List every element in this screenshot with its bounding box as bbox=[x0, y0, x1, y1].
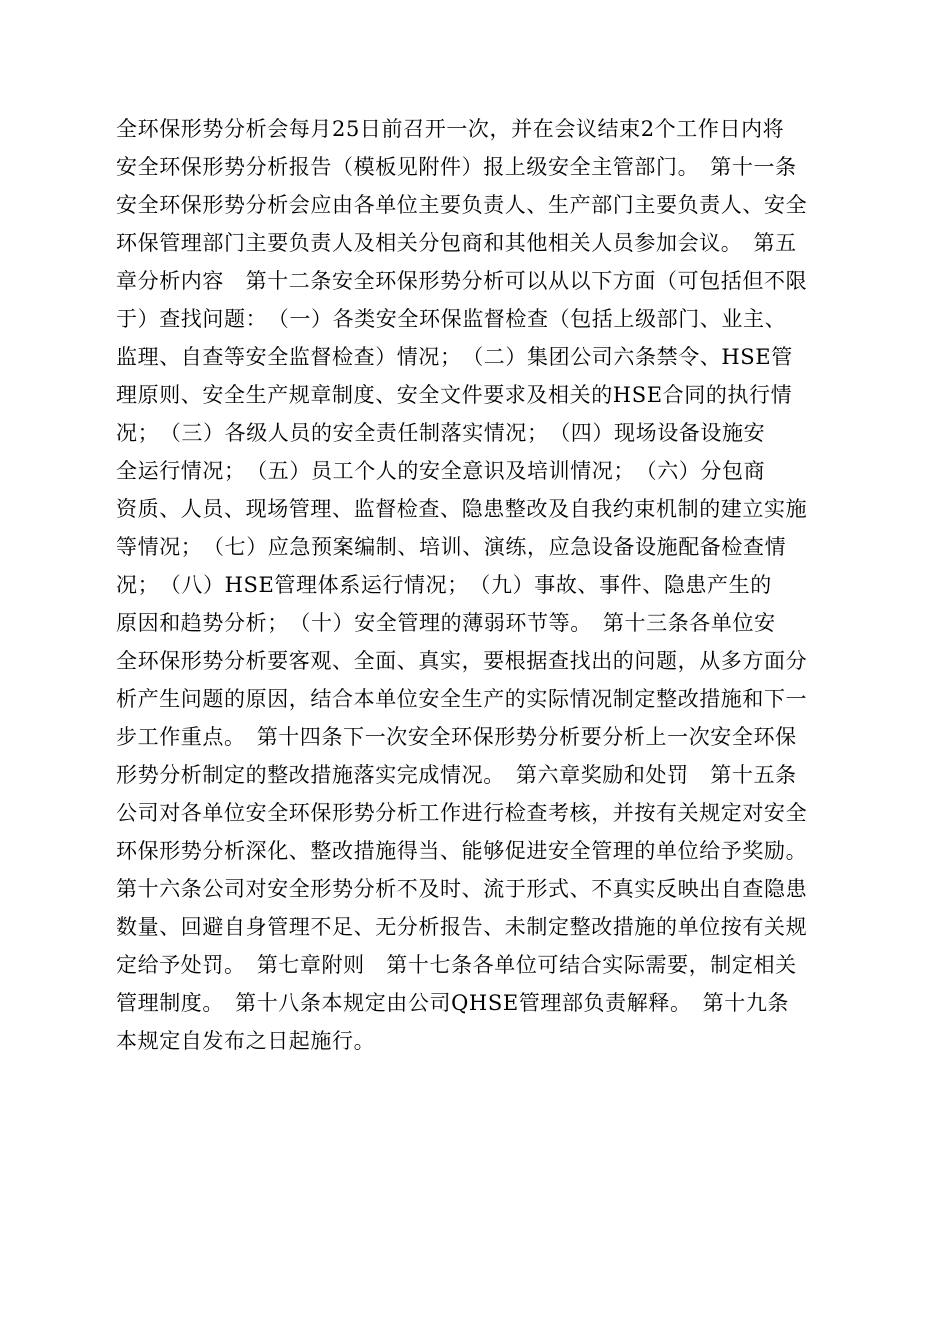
text-line: 等情况； （七）应急预案编制、培训、演练，应急设备设施配备检查情 bbox=[116, 535, 787, 559]
text-line: 原因和趋势分析； （十）安全管理的薄弱环节等。 第十三条各单位安 bbox=[116, 611, 776, 635]
text-line: 全环保形势分析要客观、全面、真实，要根据查找出的问题，从多方面分 bbox=[116, 649, 808, 673]
text-line: 全环保形势分析会每月25日前召开一次，并在会议结束2个工作日内将 bbox=[116, 117, 785, 141]
text-line: 安全环保形势分析会应由各单位主要负责人、生产部门主要负责人、安全 bbox=[116, 193, 808, 217]
text-line: 公司对各单位安全环保形势分析工作进行检查考核，并按有关规定对安全 bbox=[116, 801, 808, 825]
text-line: 安全环保形势分析报告（模板见附件）报上级安全主管部门。 第十一条 bbox=[116, 155, 797, 179]
text-line: 于）查找问题： （一）各类安全环保监督检查（包括上级部门、业主、 bbox=[116, 307, 787, 331]
text-line: 况； （八）HSE管理体系运行情况； （九）事故、事件、隐患产生的 bbox=[116, 573, 772, 597]
text-line: 章分析内容 第十二条安全环保形势分析可以从以下方面（可包括但不限 bbox=[116, 269, 808, 293]
text-line: 况； （三）各级人员的安全责任制落实情况； （四）现场设备设施安 bbox=[116, 421, 766, 445]
text-line: 监理、自查等安全监督检查）情况； （二）集团公司六条禁令、HSE管 bbox=[116, 345, 793, 369]
text-line: 步工作重点。 第十四条下一次安全环保形势分析要分析上一次安全环保 bbox=[116, 725, 797, 749]
body-text bbox=[116, 110, 836, 1060]
text-line: 全运行情况； （五）员工个人的安全意识及培训情况； （六）分包商 bbox=[116, 459, 766, 483]
text-line: 析产生问题的原因，结合本单位安全生产的实际情况制定整改措施和下一 bbox=[116, 687, 808, 711]
text-line: 环保形势分析深化、整改措施得当、能够促进安全管理的单位给予奖励。 bbox=[116, 839, 808, 863]
text-line: 定给予处罚。 第七章附则 第十七条各单位可结合实际需要，制定相关 bbox=[116, 953, 797, 977]
text-line: 本规定自发布之日起施行。 bbox=[116, 1029, 376, 1053]
text-line: 形势分析制定的整改措施落实完成情况。 第六章奖励和处罚 第十五条 bbox=[116, 763, 797, 787]
text-line: 资质、人员、现场管理、监督检查、隐患整改及自我约束机制的建立实施 bbox=[116, 497, 808, 521]
text-line: 理原则、安全生产规章制度、安全文件要求及相关的HSE合同的执行情 bbox=[116, 383, 793, 407]
text-line: 第十六条公司对安全形势分析不及时、流于形式、不真实反映出自查隐患 bbox=[116, 877, 808, 901]
text-line: 数量、回避自身管理不足、无分析报告、未制定整改措施的单位按有关规 bbox=[116, 915, 808, 939]
text-line: 环保管理部门主要负责人及相关分包商和其他相关人员参加会议。 第五 bbox=[116, 231, 797, 255]
text-line: 管理制度。 第十八条本规定由公司QHSE管理部负责解释。 第十九条 bbox=[116, 991, 790, 1015]
